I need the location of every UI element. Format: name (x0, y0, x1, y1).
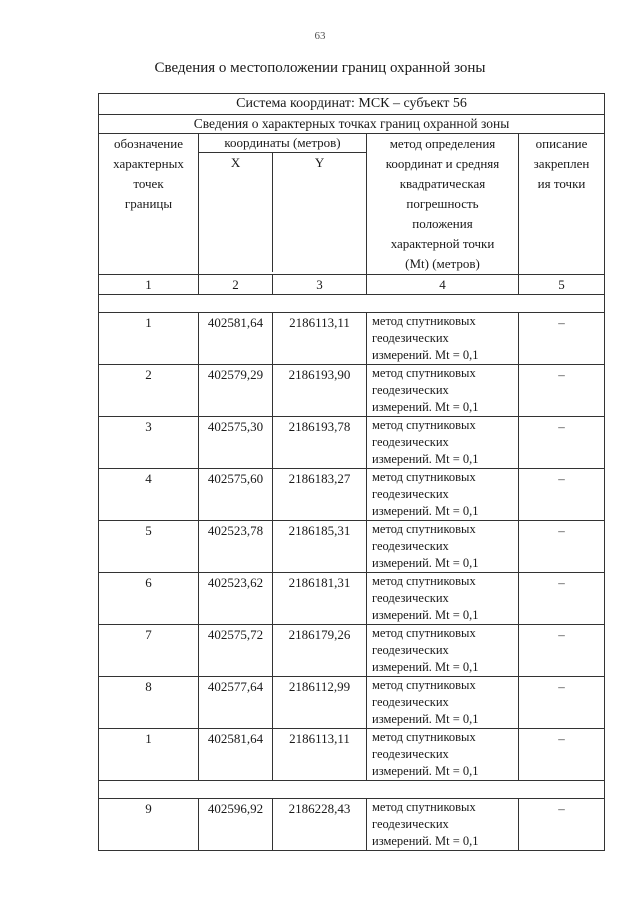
point-id: 3 (99, 417, 199, 469)
contour-1-rows (99, 313, 605, 781)
table-row (99, 677, 605, 729)
x-coordinate: 402579,29 (199, 365, 273, 417)
description-cell: – (519, 469, 605, 521)
point-id: 5 (99, 521, 199, 573)
description-cell: – (519, 573, 605, 625)
y-coordinate: 2186193,90 (273, 365, 367, 417)
point-id: 8 (99, 677, 199, 729)
col-number: 1 (99, 275, 199, 295)
col-point-header: обозначение характерных точек границы (99, 134, 199, 275)
method-cell: метод спутниковых геодезических измерений. Mt = 0,1 (367, 521, 519, 573)
x-coordinate: 402581,64 (199, 313, 273, 365)
section-header-label: Сведения о характерных точках границ охранной зоны (99, 115, 605, 134)
description-cell: – (519, 521, 605, 573)
table-row (99, 625, 605, 677)
description-cell: – (519, 313, 605, 365)
boundary-points-table (98, 93, 605, 851)
col-description-header: описание закреплен ия точки (519, 134, 605, 275)
col-number: 5 (519, 275, 605, 295)
point-id: 1 (99, 729, 199, 781)
column-header-row (99, 134, 605, 275)
y-coordinate: 2186183,27 (273, 469, 367, 521)
col-coordinates-header (199, 134, 367, 275)
x-coordinate: 402575,30 (199, 417, 273, 469)
table-row (99, 313, 605, 365)
description-cell: – (519, 365, 605, 417)
x-coordinate: 402523,62 (199, 573, 273, 625)
point-id: 2 (99, 365, 199, 417)
table-row (99, 799, 605, 851)
x-coordinate: 402575,60 (199, 469, 273, 521)
x-coordinate: 402575,72 (199, 625, 273, 677)
method-cell: метод спутниковых геодезических измерений. Mt = 0,1 (367, 625, 519, 677)
column-number-row (99, 275, 605, 295)
description-cell: – (519, 729, 605, 781)
y-coordinate: 2186185,31 (273, 521, 367, 573)
description-cell: – (519, 625, 605, 677)
coordinate-system-label: Система координат: МСК – субъект 56 (99, 94, 605, 115)
group-separator-row (99, 295, 605, 313)
x-coordinate: 402523,78 (199, 521, 273, 573)
table-row (99, 521, 605, 573)
description-cell: – (519, 417, 605, 469)
col-method-header: метод определения координат и средняя квадратическая погрешность положения характерной точки (Mt) (метров) (367, 134, 519, 275)
y-coordinate: 2186113,11 (273, 313, 367, 365)
method-cell: метод спутниковых геодезических измерений. Mt = 0,1 (367, 799, 519, 851)
coordinate-system-row (99, 94, 605, 115)
description-cell: – (519, 677, 605, 729)
method-cell: метод спутниковых геодезических измерений. Mt = 0,1 (367, 417, 519, 469)
group-separator-row (99, 781, 605, 799)
y-header: Y (314, 155, 325, 170)
document-title: Сведения о местоположении границ охранной зоны (154, 60, 486, 76)
method-cell: метод спутниковых геодезических измерений. Mt = 0,1 (367, 365, 519, 417)
point-id: 4 (99, 469, 199, 521)
method-cell: метод спутниковых геодезических измерений. Mt = 0,1 (367, 573, 519, 625)
table-row (99, 729, 605, 781)
y-coordinate: 2186112,99 (273, 677, 367, 729)
table-row (99, 573, 605, 625)
col-number: 2 (199, 275, 273, 295)
section-header-row (99, 115, 605, 134)
y-coordinate: 2186193,78 (273, 417, 367, 469)
point-id: 9 (99, 799, 199, 851)
x-coordinate: 402596,92 (199, 799, 273, 851)
contour-2-rows (99, 799, 605, 851)
table-row (99, 417, 605, 469)
coordinates-label: координаты (метров) (199, 134, 366, 153)
y-coordinate: 2186181,31 (273, 573, 367, 625)
x-coordinate: 402577,64 (199, 677, 273, 729)
description-cell: – (519, 799, 605, 851)
point-id: 7 (99, 625, 199, 677)
method-cell: метод спутниковых геодезических измерений. Mt = 0,1 (367, 313, 519, 365)
point-id: 6 (99, 573, 199, 625)
y-coordinate: 2186228,43 (273, 799, 367, 851)
method-cell: метод спутниковых геодезических измерений. Mt = 0,1 (367, 729, 519, 781)
col-number: 4 (367, 275, 519, 295)
point-id: 1 (99, 313, 199, 365)
x-header: X (199, 153, 273, 272)
y-coordinate: 2186179,26 (273, 625, 367, 677)
x-coordinate: 402581,64 (199, 729, 273, 781)
table-row (99, 365, 605, 417)
col-number: 3 (273, 275, 367, 295)
method-cell: метод спутниковых геодезических измерений. Mt = 0,1 (367, 469, 519, 521)
method-cell: метод спутниковых геодезических измерений. Mt = 0,1 (367, 677, 519, 729)
y-coordinate: 2186113,11 (273, 729, 367, 781)
table-row (99, 469, 605, 521)
page-number: 63 (314, 30, 326, 42)
